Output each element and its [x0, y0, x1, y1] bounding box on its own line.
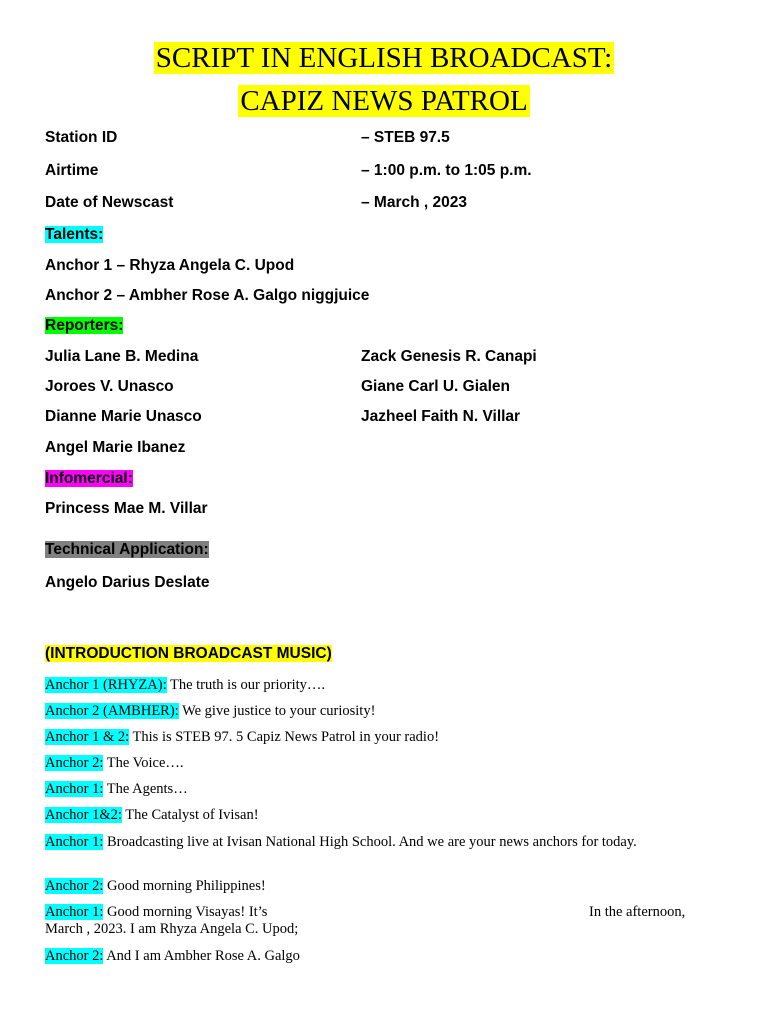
reporter-left-4: Angel Marie Ibanez — [45, 439, 186, 456]
speaker-label: Anchor 2: — [45, 948, 104, 964]
speaker-label: Anchor 1 (RHYZA): — [45, 677, 167, 693]
script-text: The Catalyst of Ivisan! — [121, 807, 259, 823]
detail-value-airtime: – 1:00 p.m. to 1:05 p.m. — [361, 162, 532, 179]
reporters-heading: Reporters: — [45, 317, 124, 334]
script-line — [45, 703, 725, 720]
script-line — [45, 878, 725, 895]
speaker-label: Anchor 2: — [45, 755, 104, 771]
speaker-label: Anchor 2: — [45, 878, 104, 894]
infomercial-name: Princess Mae M. Villar — [45, 500, 208, 517]
speaker-label: Anchor 1: — [45, 781, 104, 797]
script-text: The truth is our priority…. — [166, 677, 326, 693]
reporter-right-2: Giane Carl U. Gialen — [361, 378, 511, 395]
document-title-line-1: SCRIPT IN ENGLISH BROADCAST: — [155, 42, 613, 74]
script-line — [45, 807, 725, 824]
talent-anchor-2: Anchor 2 – Ambher Rose A. Galgo niggjuice — [45, 287, 370, 304]
speaker-label: Anchor 2 (AMBHER): — [45, 703, 179, 719]
script-line — [45, 948, 725, 965]
script-text: Good morning Visayas! It’s — [103, 904, 268, 920]
script-line — [45, 729, 725, 746]
script-line — [45, 677, 725, 694]
script-line — [45, 904, 725, 938]
document-title-line-2: CAPIZ NEWS PATROL — [240, 85, 528, 117]
script-text: Good morning Philippines! — [103, 878, 266, 894]
talents-heading: Talents: — [45, 226, 104, 243]
speaker-label: Anchor 1: — [45, 904, 104, 920]
speaker-label: Anchor 1&2: — [45, 807, 122, 823]
script-line — [45, 781, 725, 798]
script-text: The Agents… — [103, 781, 188, 797]
reporter-left-1: Julia Lane B. Medina — [45, 348, 199, 365]
script-text: The Voice…. — [103, 755, 184, 771]
detail-value-station-id: – STEB 97.5 — [361, 129, 450, 146]
reporter-right-3: Jazheel Faith N. Villar — [361, 408, 521, 425]
infomercial-heading: Infomercial: — [45, 470, 133, 487]
script-text: This is STEB 97. 5 Capiz News Patrol in your radio! — [129, 729, 440, 745]
technical-name: Angelo Darius Deslate — [45, 574, 210, 591]
script-line — [45, 755, 725, 772]
script-text-right: In the afternoon, — [589, 904, 686, 920]
script-line — [45, 834, 725, 851]
detail-label-airtime: Airtime — [45, 162, 99, 179]
script-text: We give justice to your curiosity! — [178, 703, 376, 719]
reporter-right-1: Zack Genesis R. Canapi — [361, 348, 537, 365]
detail-value-date: – March , 2023 — [361, 194, 467, 211]
speaker-label: Anchor 1: — [45, 834, 104, 850]
speaker-label: Anchor 1 & 2: — [45, 729, 130, 745]
intro-music-cue: (INTRODUCTION BROADCAST MUSIC) — [45, 645, 332, 662]
talent-anchor-1: Anchor 1 – Rhyza Angela C. Upod — [45, 257, 295, 274]
detail-label-date: Date of Newscast — [45, 194, 174, 211]
script-text: Broadcasting live at Ivisan National High School. And we are your news anchors for today. — [103, 834, 637, 850]
detail-label-station-id: Station ID — [45, 129, 118, 146]
script-text-continued: March , 2023. I am Rhyza Angela C. Upod; — [45, 921, 299, 937]
script-text: And I am Ambher Rose A. Galgo — [103, 948, 300, 964]
reporter-left-2: Joroes V. Unasco — [45, 378, 174, 395]
reporter-left-3: Dianne Marie Unasco — [45, 408, 202, 425]
technical-heading: Technical Application: — [45, 541, 209, 558]
